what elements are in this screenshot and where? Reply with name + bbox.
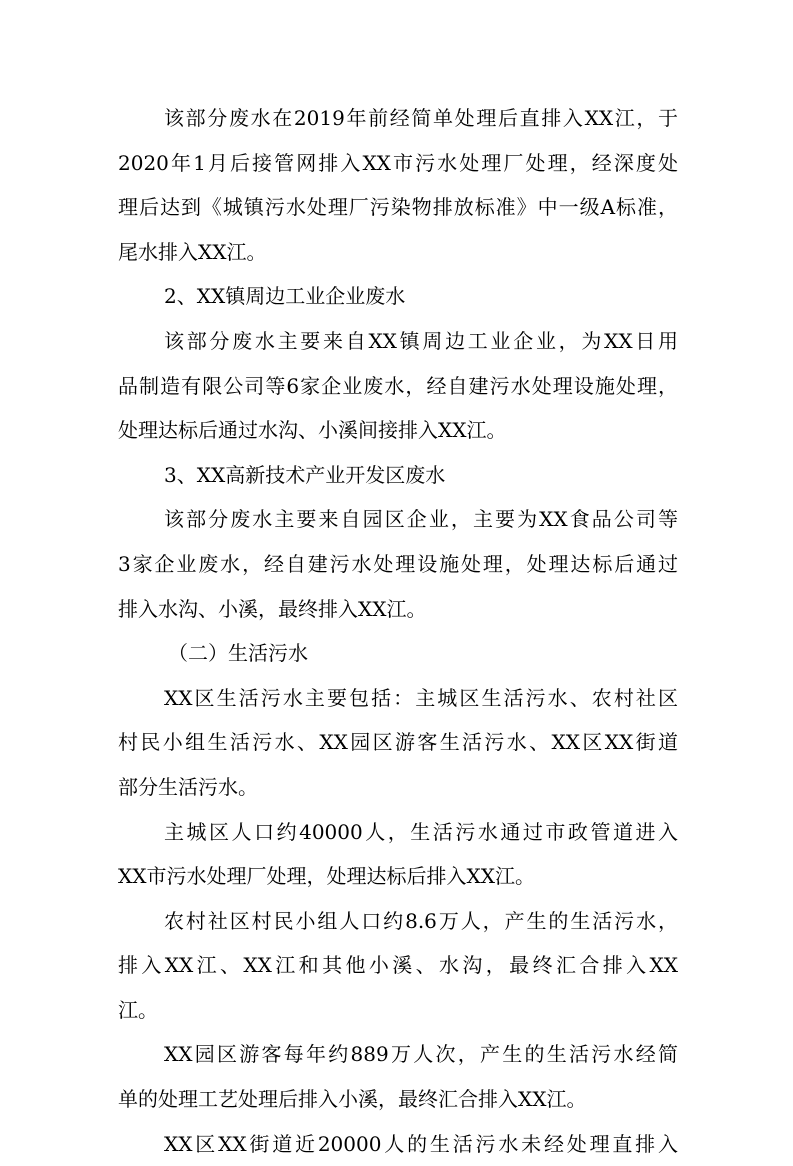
paragraph-line: 该部分废水主要来自园区企业，主要为XX食品公司等 (164, 507, 678, 532)
document-body (118, 96, 678, 1166)
paragraph-line: 江。 (118, 997, 158, 1022)
paragraph-line: 该部分废水主要来自XX镇周边工业企业，为XX日用 (164, 328, 678, 353)
paragraph-line: 品制造有限公司等6家企业废水，经自建污水处理设施处理， (118, 373, 678, 398)
paragraph-line: 排入XX江、XX江和其他小溪、水沟，最终汇合排入XX (118, 953, 678, 978)
paragraph-line: 主城区人口约40000人，生活污水通过市政管道进入 (164, 819, 678, 844)
paragraph-line: 3家企业废水，经自建污水处理设施处理，处理达标后通过 (118, 551, 678, 576)
paragraph-line: 尾水排入XX江。 (118, 239, 267, 264)
paragraph-line: 理后达到《城镇污水处理厂污染物排放标准》中一级A标准， (118, 195, 678, 220)
paragraph-line: 村民小组生活污水、XX园区游客生活污水、XX区XX街道 (118, 730, 678, 755)
paragraph-line: 处理达标后通过水沟、小溪间接排入XX江。 (118, 418, 507, 443)
paragraph-line: 该部分废水在2019年前经简单处理后直排入XX江，于 (164, 106, 678, 130)
paragraph-line: XX区XX街道近20000人的生活污水未经处理直排入 (164, 1131, 678, 1156)
paragraph-line: XX区生活污水主要包括：主城区生活污水、农村社区 (164, 685, 678, 710)
paragraph-line: 农村社区村民小组人口约8.6万人，产生的生活污水， (164, 908, 678, 933)
paragraph-line: XX园区游客每年约889万人次，产生的生活污水经简 (164, 1042, 678, 1067)
paragraph-line: 2020年1月后接管网排入XX市污水处理厂处理，经深度处 (118, 150, 678, 175)
paragraph-line: 排入水沟、小溪，最终排入XX江。 (118, 596, 427, 621)
section-heading: （二）生活污水 (168, 641, 308, 666)
paragraph-line: XX市污水处理厂处理，处理达标后排入XX江。 (118, 864, 535, 889)
section-heading: 2、XX镇周边工业企业废水 (164, 284, 406, 309)
paragraph-line: 部分生活污水。 (118, 774, 258, 799)
section-heading: 3、XX高新技术产业开发区废水 (164, 462, 446, 487)
paragraph-line: 单的处理工艺处理后排入小溪，最终汇合排入XX江。 (118, 1087, 587, 1112)
